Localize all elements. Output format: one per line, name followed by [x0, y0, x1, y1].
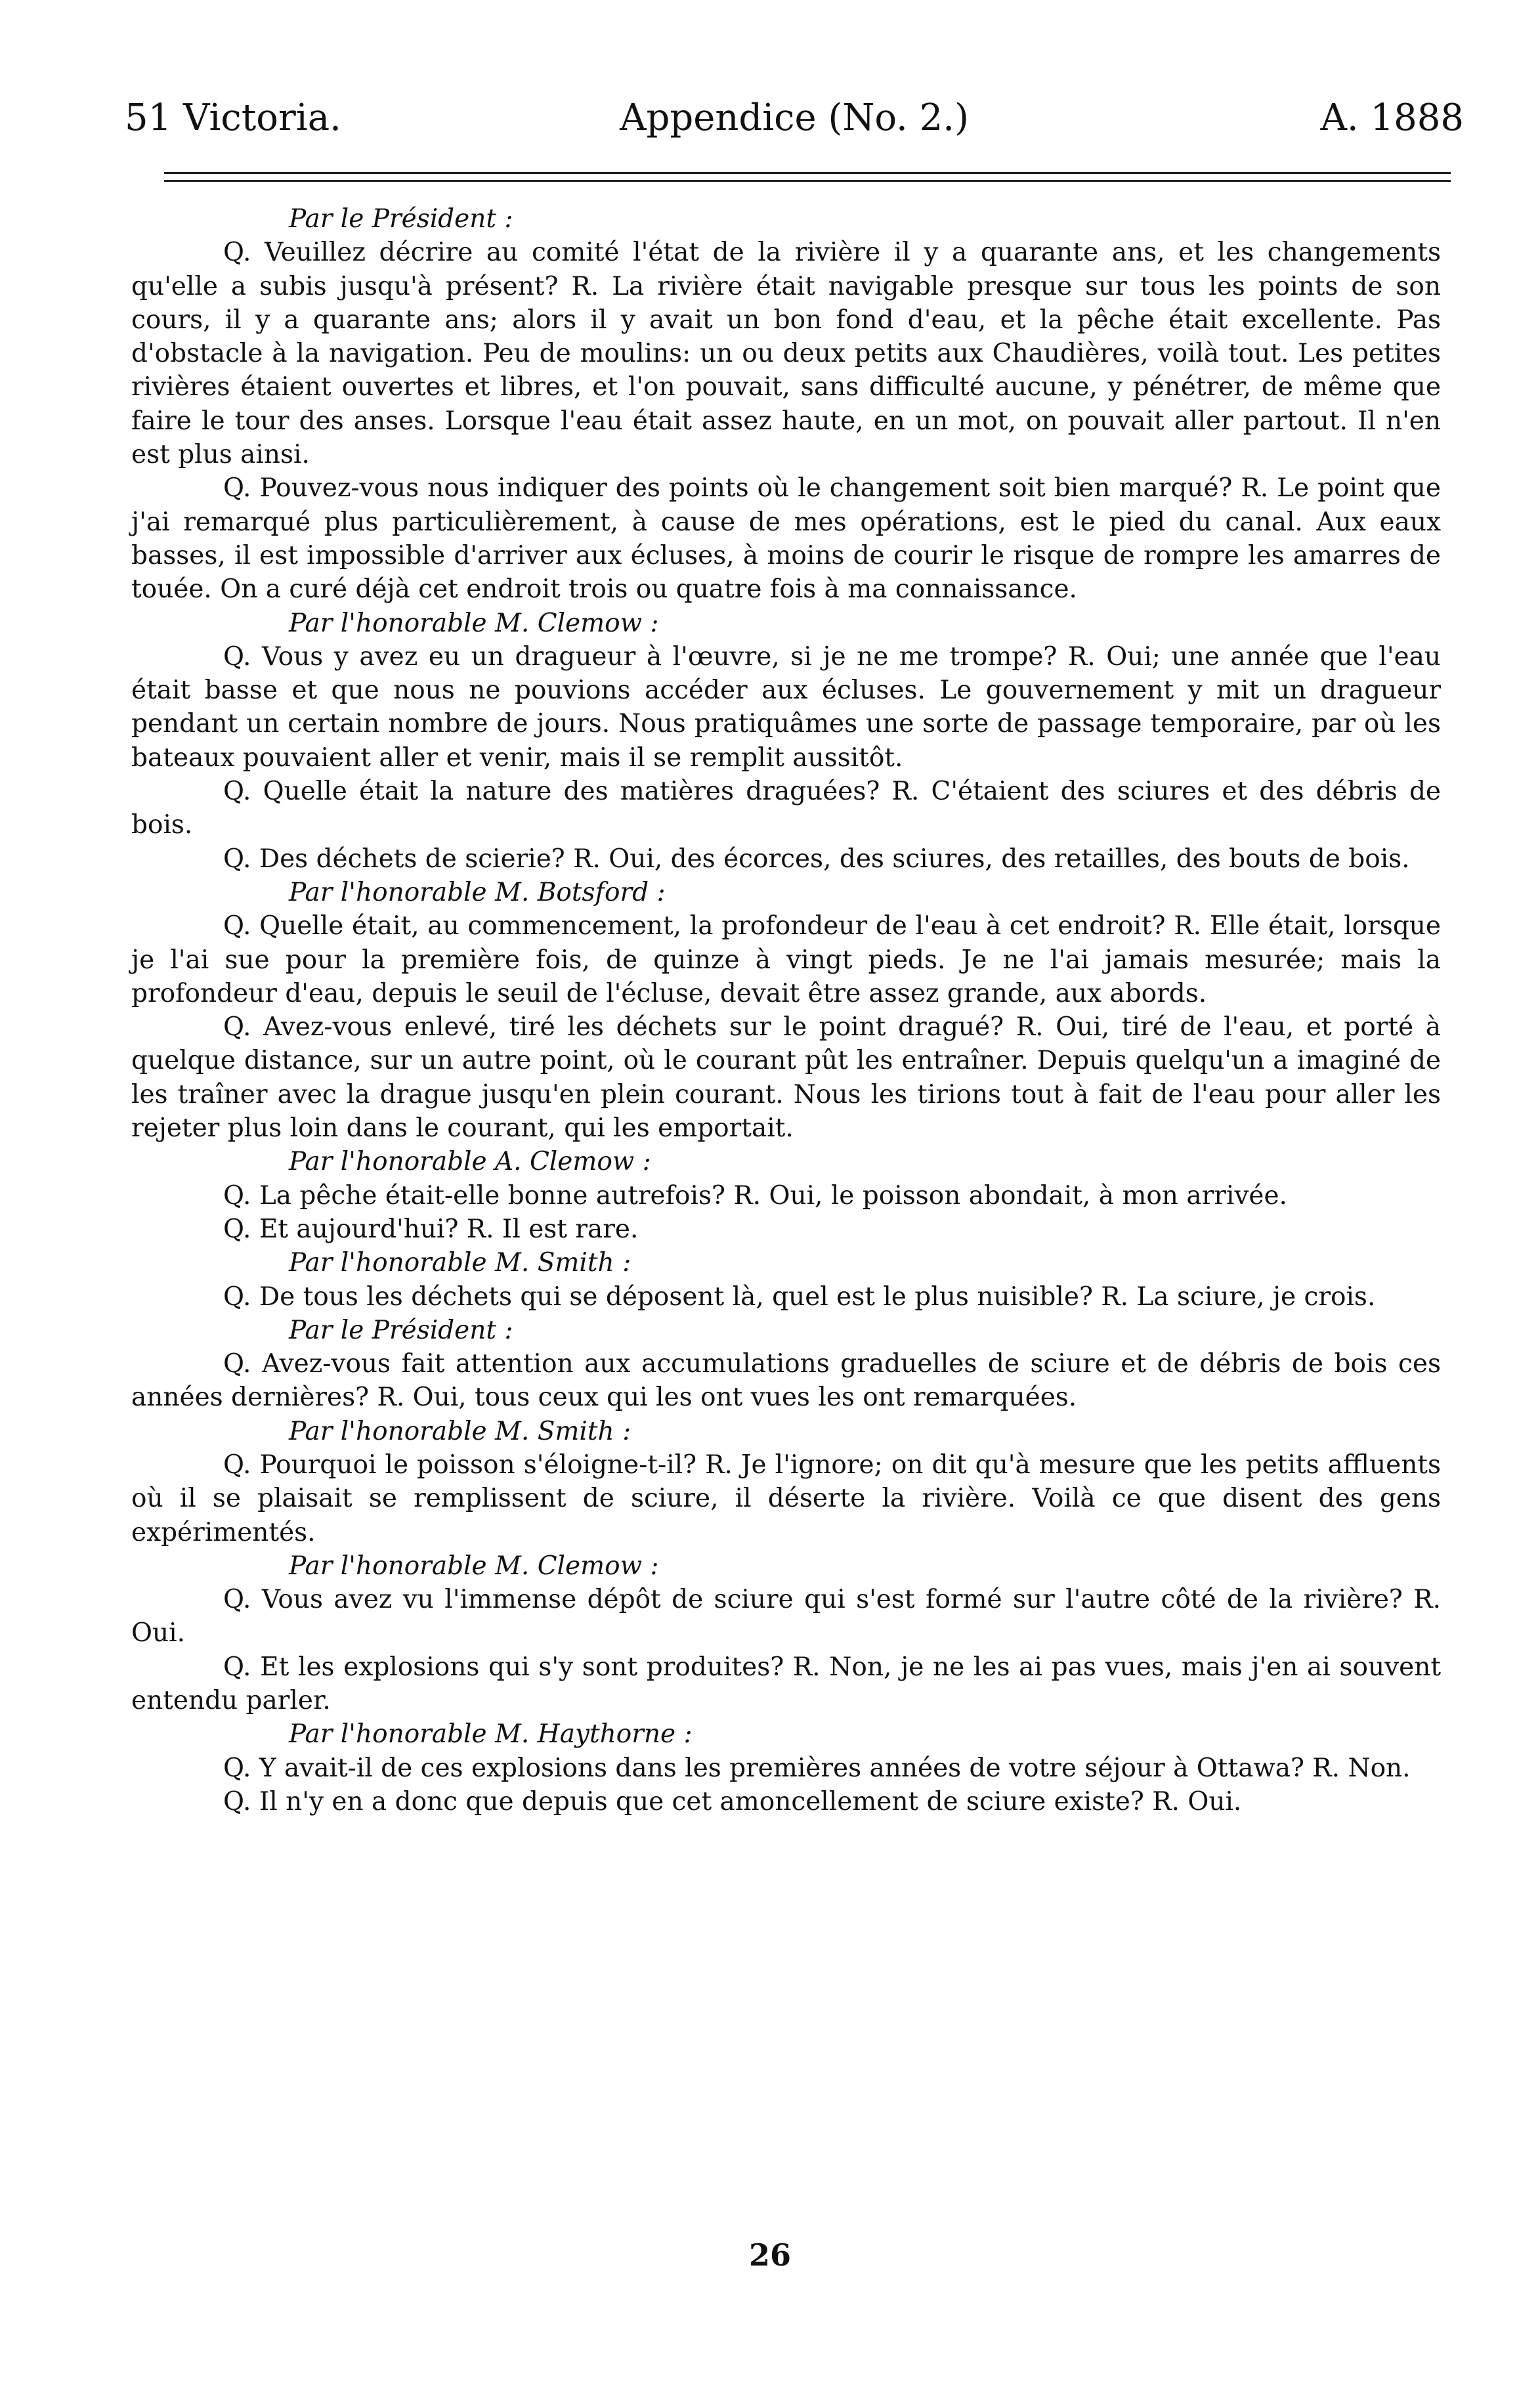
testimony-paragraph: Q. Des déchets de scierie? R. Oui, des écorces, des sciures, des retailles, des bouts de bois. — [223, 844, 1410, 874]
speaker-heading: Par l'honorable M. Botsford : — [289, 877, 666, 907]
testimony-paragraph: Q. Quelle était, au commencement, la profondeur de l'eau à cet endroit? R. Elle était, lorsque je l'ai sue pour la première fois, de quinze à vingt pieds. Je ne l'ai jamais mesurée; mais la profondeur d'eau, depuis le seuil de l'écluse, devait être assez grande, aux abords. — [131, 911, 1441, 1008]
speaker-heading: Par l'honorable M. Smith : — [289, 1248, 631, 1278]
speaker-heading: Par l'honorable A. Clemow : — [289, 1147, 651, 1177]
speaker-heading: Par le Président : — [289, 204, 513, 234]
header-rule-bottom — [164, 180, 1451, 182]
testimony-paragraph: Q. Et les explosions qui s'y sont produites? R. Non, je ne les ai pas vues, mais j'en ai souvent entendu parler. — [131, 1652, 1441, 1716]
testimony-paragraph: Q. Avez-vous fait attention aux accumulations graduelles de sciure et de débris de bois ces années dernières? R. Oui, tous ceux qui les ont vues les ont remarquées. — [131, 1349, 1441, 1413]
testimony-paragraph: Q. Quelle était la nature des matières draguées? R. C'étaient des sciures et des débris de bois. — [131, 777, 1441, 840]
testimony-paragraph: Q. Pourquoi le poisson s'éloigne-t-il? R. Je l'ignore; on dit qu'à mesure que les petits affluents où il se plaisait se remplissent de sciure, il déserte la rivière. Voilà ce que disent des gens expérimentés. — [131, 1450, 1441, 1547]
running-header — [125, 92, 1464, 144]
header-rule-top — [164, 172, 1451, 174]
testimony-paragraph: Q. La pêche était-elle bonne autrefois? R. Oui, le poisson abondait, à mon arrivée. — [223, 1180, 1287, 1211]
speaker-heading: Par l'honorable M. Clemow : — [289, 1551, 659, 1581]
testimony-paragraph: Q. Vous y avez eu un dragueur à l'œuvre, si je ne me trompe? R. Oui; une année que l'eau était basse et que nous ne pouvions accéder aux écluses. Le gouvernement y mit un dragueur pendant un certain nombre de jours. Nous pratiquâmes une sorte de passage temporaire, par où les bateaux pouvaient aller et venir, mais il se remplit aussitôt. — [131, 641, 1441, 773]
header-title: Appendice (No. 2.) — [620, 97, 969, 139]
testimony-paragraph: Q. Y avait-il de ces explosions dans les premières années de votre séjour à Ottawa? R. Non. — [223, 1753, 1411, 1783]
speaker-heading: Par l'honorable M. Clemow : — [289, 608, 659, 638]
speaker-heading: Par l'honorable M. Haythorne : — [289, 1719, 693, 1750]
testimony-paragraph: Q. Vous avez vu l'immense dépôt de sciure qui s'est formé sur l'autre côté de la rivière? R. Oui. — [131, 1585, 1441, 1648]
testimony-paragraph: Q. Pouvez-vous nous indiquer des points où le changement soit bien marqué? R. Le point que j'ai remarqué plus particulièrement, à cause de mes opérations, est le pied du canal. Aux eaux basses, il est impossible d'arriver aux écluses, à moins de courir le risque de rompre les amarres de touée. On a curé déjà cet endroit trois ou quatre fois à ma connaissance. — [131, 473, 1441, 605]
speaker-heading: Par l'honorable M. Smith : — [289, 1416, 631, 1446]
testimony-paragraph: Q. Veuillez décrire au comité l'état de la rivière il y a quarante ans, et les changements qu'elle a subis jusqu'à présent? R. La rivière était navigable presque sur tous les points de son cours, il y a quarante ans; alors il y avait un bon fond d'eau, et la pêche était excellente. Pas d'obstacle à la navigation. Peu de moulins: un ou deux petits aux Chaudières, voilà tout. Les petites rivières étaient ouvertes et libres, et l'on pouvait, sans difficulté aucune, y pénétrer, de même que faire le tour des anses. Lorsque l'eau était assez haute, en un mot, on pouvait aller partout. Il n'en est plus ainsi. — [131, 238, 1441, 470]
testimony-paragraph: Q. Il n'y en a donc que depuis que cet amoncellement de sciure existe? R. Oui. — [223, 1786, 1242, 1817]
testimony-paragraph: Q. De tous les déchets qui se déposent là, quel est le plus nuisible? R. La sciure, je crois. — [223, 1281, 1376, 1312]
page-body — [131, 202, 1441, 1818]
page-number: 26 — [748, 2237, 791, 2273]
testimony-paragraph: Q. Et aujourd'hui? R. Il est rare. — [223, 1214, 639, 1244]
speaker-heading: Par le Président : — [289, 1315, 513, 1345]
testimony-paragraph: Q. Avez-vous enlevé, tiré les déchets sur le point dragué? R. Oui, tiré de l'eau, et porté à quelque distance, sur un autre point, où le courant pût les entraîner. Depuis quelqu'un a imaginé de les traîner avec la drague jusqu'en plein courant. Nous les tirions tout à fait de l'eau pour aller les rejeter plus loin dans le courant, qui les emportait. — [131, 1012, 1441, 1144]
header-session: 51 Victoria. — [125, 97, 341, 139]
header-year: A. 1888 — [1320, 97, 1464, 139]
